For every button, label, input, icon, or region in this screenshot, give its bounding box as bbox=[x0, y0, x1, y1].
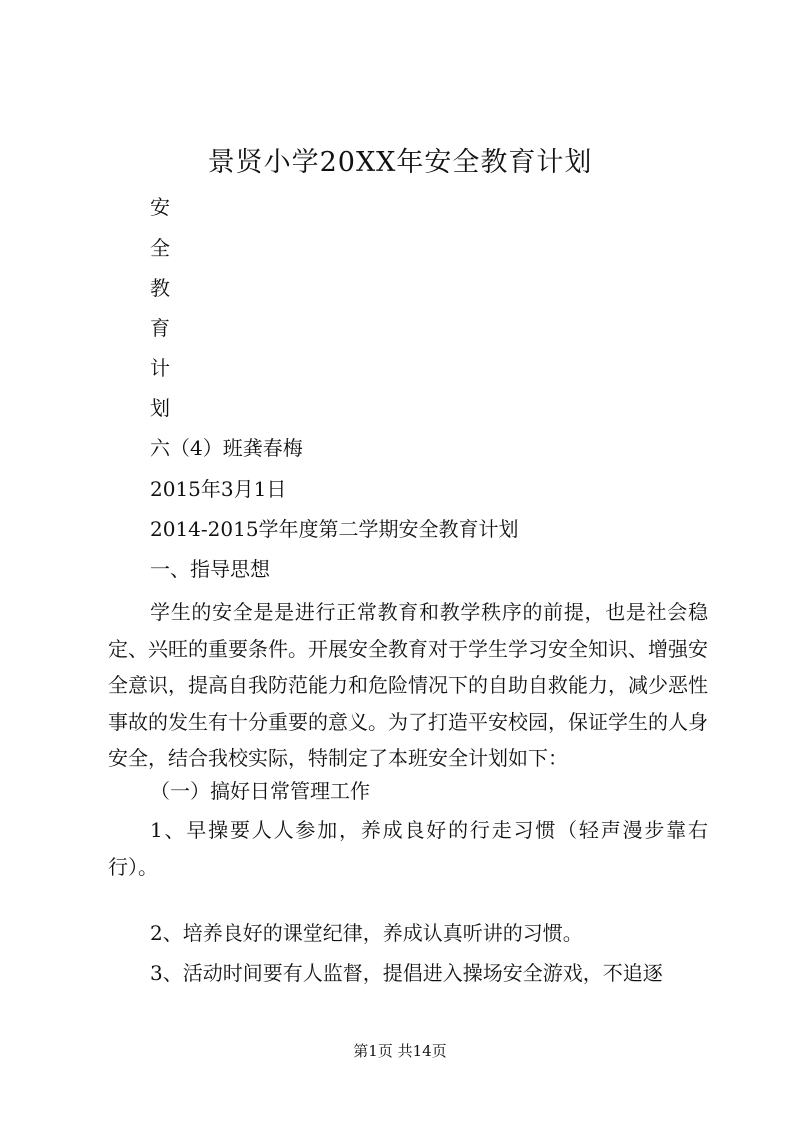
page-footer: 第1页 共14页 bbox=[353, 1042, 447, 1060]
vertical-char-3: 教 bbox=[150, 276, 170, 300]
subheading: （一）搞好日常管理工作 bbox=[150, 779, 370, 803]
class-author: 六（4）班龚春梅 bbox=[150, 436, 303, 460]
vertical-char-1: 安 bbox=[150, 195, 170, 219]
document-date: 2015年3月1日 bbox=[150, 477, 287, 501]
vertical-char-5: 计 bbox=[150, 356, 170, 380]
section-heading: 一、指导思想 bbox=[150, 557, 270, 581]
list-item-1: 1、早操要人人参加，养成良好的行走习惯（轻声漫步靠右行）。 bbox=[108, 818, 708, 879]
plan-title: 2014-2015学年度第二学期安全教育计划 bbox=[150, 517, 519, 541]
vertical-char-4: 育 bbox=[150, 316, 170, 340]
list-item-3: 3、活动时间要有人监督，提倡进入操场安全游戏，不追逐 bbox=[150, 961, 663, 985]
vertical-char-2: 全 bbox=[150, 236, 170, 260]
document-title: 景贤小学20XX年安全教育计划 bbox=[207, 147, 593, 178]
list-item-2: 2、培养良好的课堂纪律，养成认真听讲的习惯。 bbox=[150, 921, 583, 945]
vertical-char-6: 划 bbox=[150, 396, 170, 420]
body-paragraph: 学生的安全是是进行正常教育和教学秩序的前提，也是社会稳定、兴旺的重要条件。开展安全教育对于学生学习安全知识、增强安全意识，提高自我防范能力和危险情况下的自助自救能力，减少恶性事故的发生有十分重要的意义。为了打造平安校园，保证学生的人身安全，结合我校实际，特制定了本班安全计划如下： bbox=[108, 600, 708, 770]
